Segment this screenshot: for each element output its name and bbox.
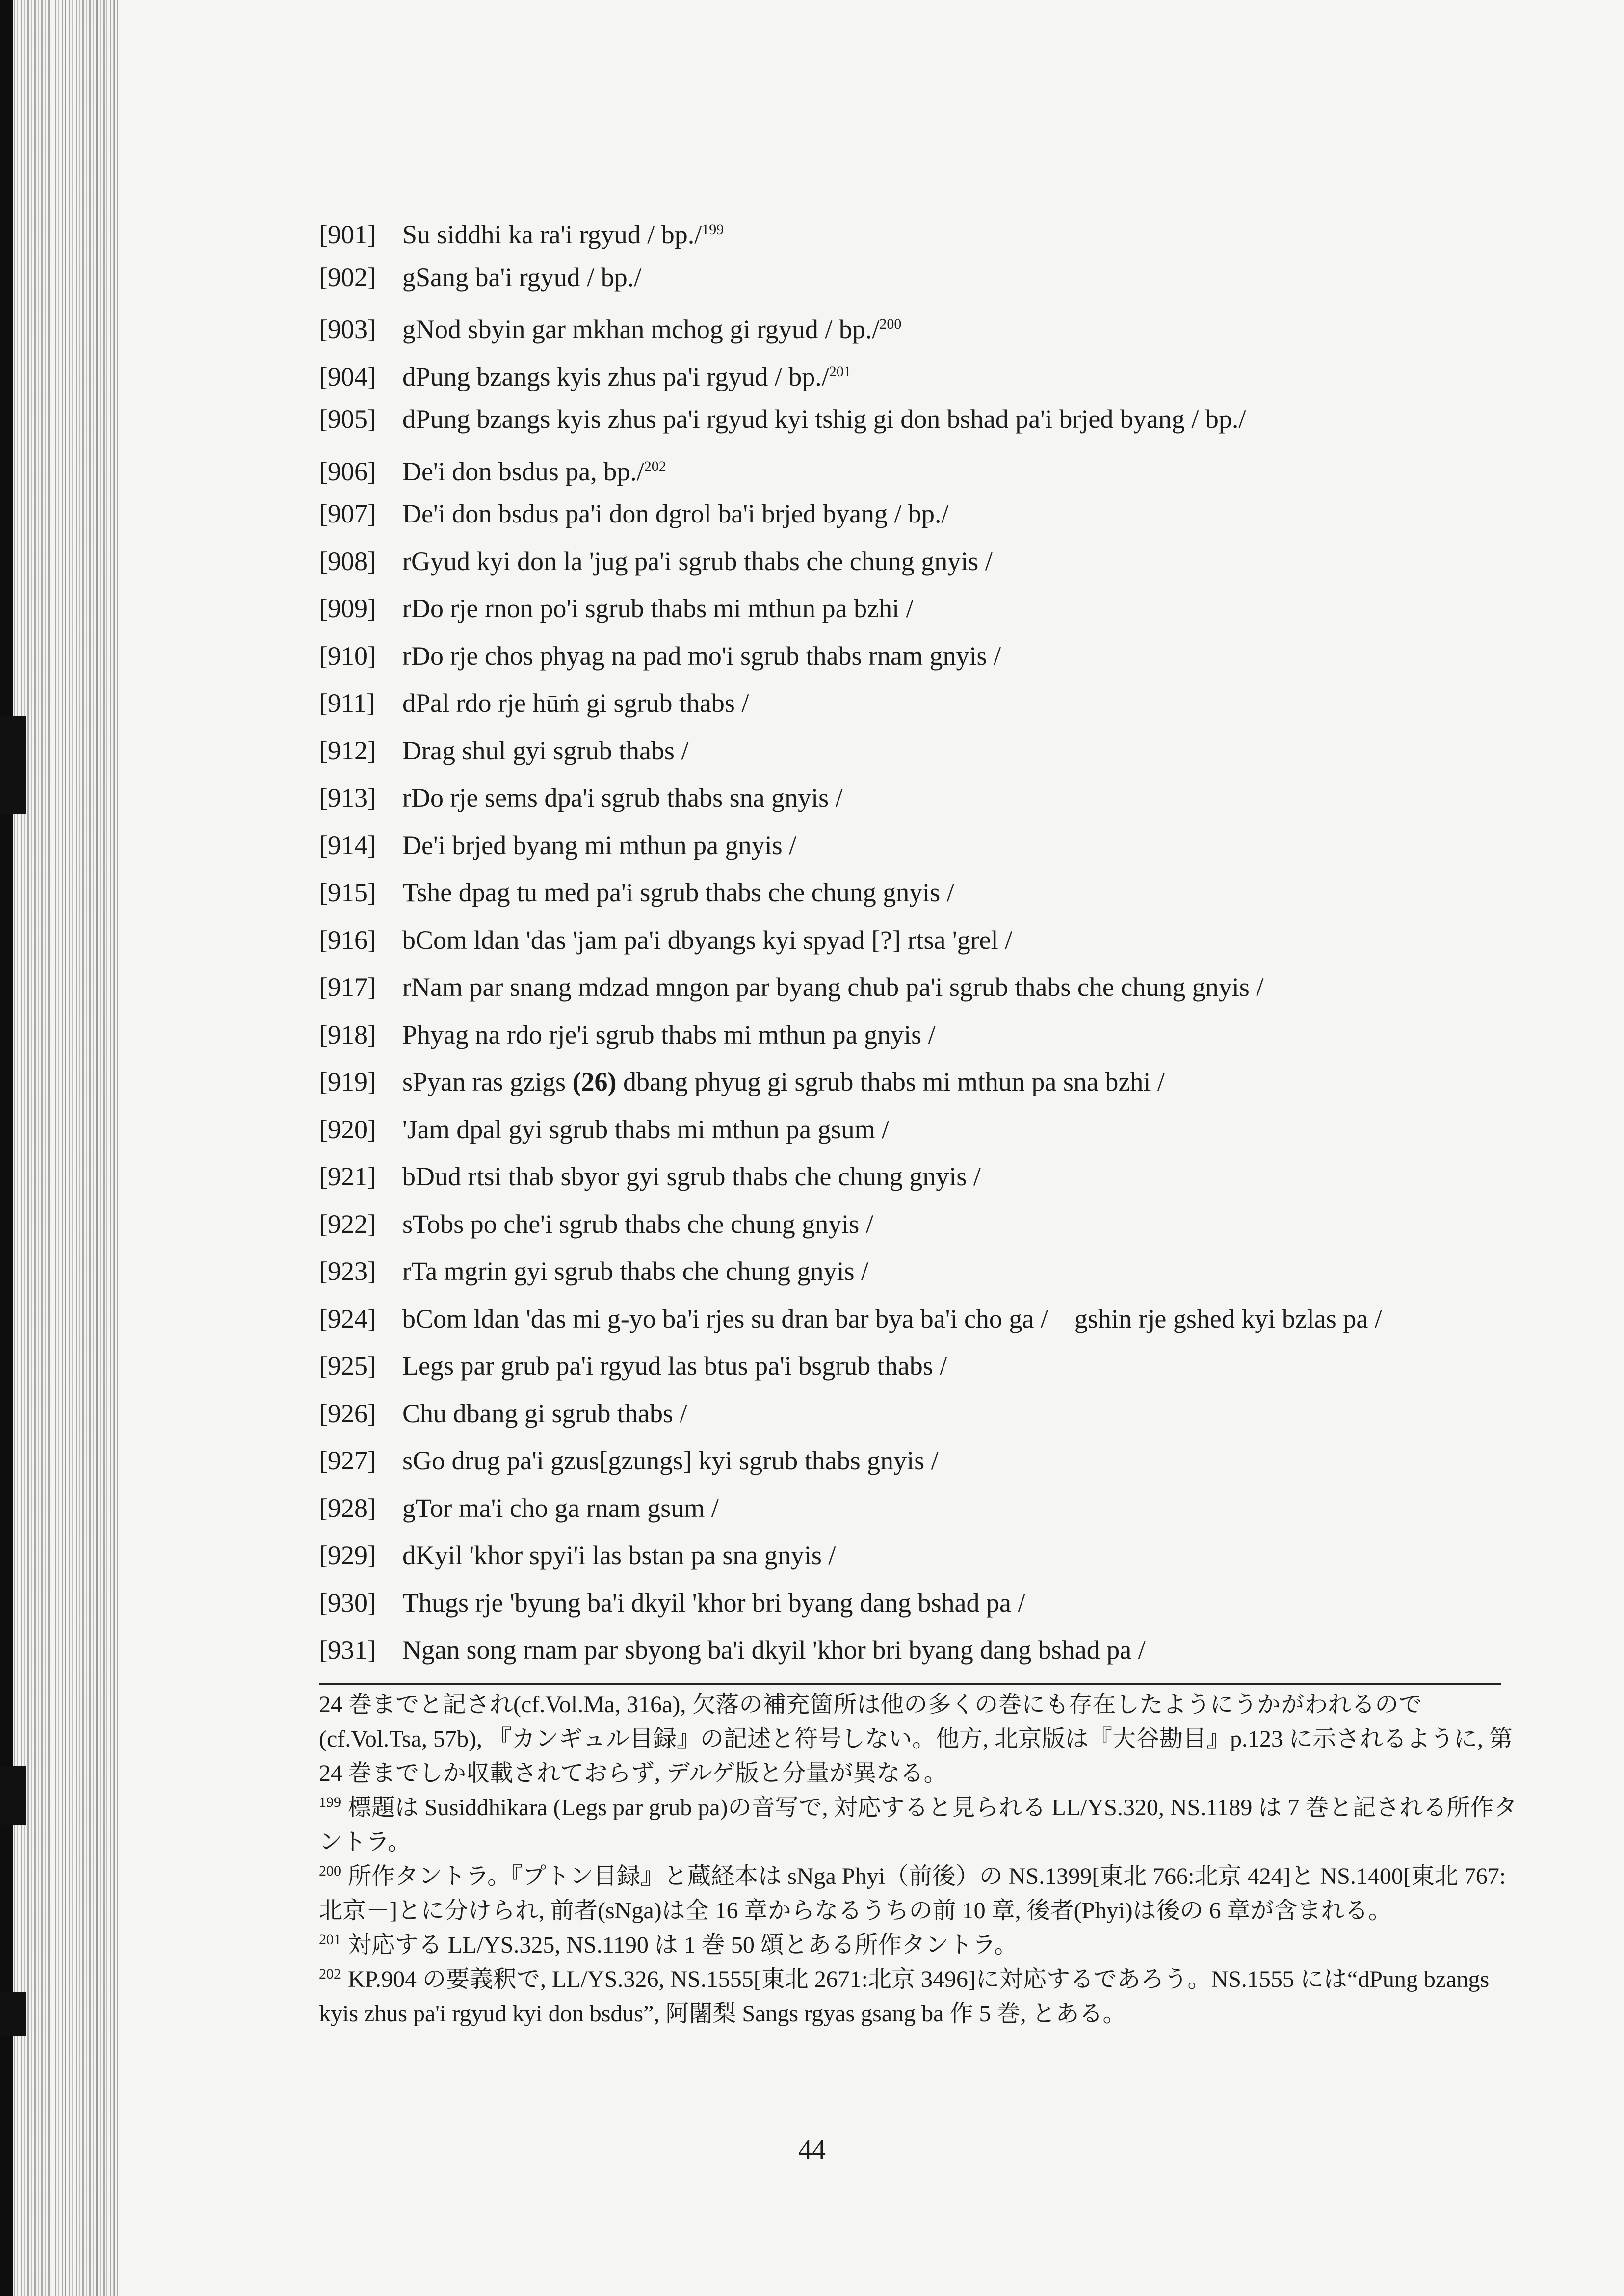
catalog-entry xyxy=(319,1011,1555,1059)
entry-number: [903] xyxy=(319,314,376,344)
entry-title xyxy=(402,641,1001,671)
footnote-number: 202 xyxy=(319,1966,341,1982)
catalog-entry xyxy=(319,1437,1555,1485)
entry-number: [912] xyxy=(319,735,376,765)
entry-title-text: bCom ldan 'das 'jam pa'i dbyangs kyi spyad [?] rtsa 'grel / xyxy=(402,925,1013,955)
entry-title-text: rDo rje sems dpa'i sgrub thabs sna gnyis / xyxy=(402,783,843,812)
footnote-marker: 202 xyxy=(644,458,666,474)
entry-number: [910] xyxy=(319,641,376,671)
entry-title-text: De'i don bsdus pa, bp./ xyxy=(402,456,644,486)
catalog-entry xyxy=(319,585,1555,632)
catalog-entry xyxy=(319,1342,1555,1390)
entry-title-text: Drag shul gyi sgrub thabs / xyxy=(402,735,689,765)
footnote-continuation: 24 巻までと記され(cf.Vol.Ma, 316a), 欠落の補充箇所は他の多くの巻にも存在したようにうかがわれるので(cf.Vol.Tsa, 57b), 『カンギュル目録』の記述と符号しない。他方, 北京版は『大谷勘目』p.123 に示されるように, 第 24 巻までしか収載されておらず, デルゲ版と分量が異なる。 xyxy=(319,1692,1513,1786)
catalog-entry xyxy=(319,395,1555,443)
entry-number: [917] xyxy=(319,972,376,1002)
entry-title-text: Thugs rje 'byung ba'i dkyil 'khor bri byang dang bshad pa / xyxy=(402,1588,1025,1618)
entry-number: [925] xyxy=(319,1351,376,1381)
catalog-entry xyxy=(319,254,1555,301)
entry-title-text: gSang ba'i rgyud / bp./ xyxy=(402,262,642,292)
catalog-entry xyxy=(319,869,1555,916)
entry-title-text: sTobs po che'i sgrub thabs che chung gnyis / xyxy=(402,1209,873,1239)
entry-title-text: Phyag na rdo rje'i sgrub thabs mi mthun pa gnyis / xyxy=(402,1019,936,1049)
catalog-entry xyxy=(319,1106,1555,1153)
footnote-list xyxy=(319,1791,1526,2031)
catalog-entry xyxy=(319,916,1555,964)
entry-title-text: Su siddhi ka ra'i rgyud / bp./ xyxy=(402,220,702,249)
entry-number: [920] xyxy=(319,1114,376,1144)
entry-title xyxy=(402,404,1246,434)
entry-title xyxy=(402,262,641,292)
entry-number: [924] xyxy=(319,1304,376,1333)
entry-number: [907] xyxy=(319,499,376,528)
entry-title xyxy=(402,736,688,765)
catalog-entry xyxy=(319,1579,1555,1627)
entry-number: [911] xyxy=(319,688,375,718)
entry-title xyxy=(402,594,914,623)
entry-number: [909] xyxy=(319,594,376,623)
entry-number: [926] xyxy=(319,1398,376,1428)
entry-title xyxy=(402,688,749,718)
scan-edge-shadow xyxy=(0,0,13,2296)
entry-number: [922] xyxy=(319,1209,376,1239)
entry-number: [918] xyxy=(319,1019,376,1049)
entry-title-text: 'Jam dpal gyi sgrub thabs mi mthun pa gsum / xyxy=(402,1114,890,1144)
entry-title-text: dPung bzangs kyis zhus pa'i rgyud kyi tshig gi don bshad pa'i brjed byang / bp./ xyxy=(402,404,1246,434)
entry-title-text: dPung bzangs kyis zhus pa'i rgyud / bp./ xyxy=(402,362,829,391)
entry-title xyxy=(402,314,901,344)
entry-title xyxy=(402,457,666,486)
catalog-entry xyxy=(319,443,1555,491)
entry-title xyxy=(402,1635,1146,1665)
catalog-entry xyxy=(319,490,1555,538)
catalog-entry xyxy=(319,1485,1555,1532)
footnote-marker: 201 xyxy=(829,363,851,380)
entry-number: [921] xyxy=(319,1162,376,1191)
entry-number: [902] xyxy=(319,262,376,292)
entry-title xyxy=(402,878,954,907)
catalog-entry xyxy=(319,822,1555,869)
entry-title-text: sGo drug pa'i gzus[gzungs] kyi sgrub thabs gnyis / xyxy=(402,1446,939,1475)
entry-title xyxy=(402,925,1012,955)
entry-title-text: De'i brjed byang mi mthun pa gnyis / xyxy=(402,830,797,860)
entry-number: [906] xyxy=(319,456,376,486)
entry-number: [916] xyxy=(319,925,376,955)
entry-title-part: dbang phyug gi sgrub thabs mi mthun pa sna bzhi / xyxy=(616,1067,1165,1096)
entry-number: [927] xyxy=(319,1446,376,1475)
entry-number: [919] xyxy=(319,1067,376,1096)
footnote xyxy=(319,1928,1526,1962)
catalog-entry xyxy=(319,1532,1555,1579)
catalog-entry xyxy=(319,538,1555,585)
catalog-entry xyxy=(319,301,1555,348)
entry-number: [905] xyxy=(319,404,376,434)
footnote-marker: 200 xyxy=(879,316,902,332)
entry-title-text: bDud rtsi thab sbyor gyi sgrub thabs che chung gnyis / xyxy=(402,1162,981,1191)
entry-number: [915] xyxy=(319,878,376,907)
entry-title-text: rNam par snang mdzad mngon par byang chub pa'i sgrub thabs che chung gnyis / xyxy=(402,972,1264,1002)
scan-edge-mark xyxy=(0,1992,26,2036)
entry-title-text: rGyud kyi don la 'jug pa'i sgrub thabs che chung gnyis / xyxy=(402,546,993,576)
catalog-entry xyxy=(319,1295,1555,1343)
entry-title-text: Legs par grub pa'i rgyud las btus pa'i bsgrub thabs / xyxy=(402,1351,947,1381)
entry-title xyxy=(402,1304,1382,1333)
entry-title-text: bCom ldan 'das mi g-yo ba'i rjes su dran bar bya ba'i cho ga / gshin rje gshed kyi bzlas pa / xyxy=(402,1304,1382,1333)
footnote xyxy=(319,1859,1526,1928)
entry-title xyxy=(402,1115,889,1144)
scan-line xyxy=(65,0,66,2296)
footnotes xyxy=(319,1688,1526,2031)
entry-title-text: gNod sbyin gar mkhan mchog gi rgyud / bp./ xyxy=(402,314,880,344)
catalog-entry xyxy=(319,679,1555,727)
catalog-entry xyxy=(319,1058,1555,1106)
entry-number: [904] xyxy=(319,362,376,391)
entry-title xyxy=(402,1067,1165,1096)
footnote xyxy=(319,1791,1526,1859)
entry-volume-number: (26) xyxy=(572,1067,617,1096)
entry-title xyxy=(402,1256,868,1286)
entry-title xyxy=(402,547,993,576)
scan-edge-mark xyxy=(0,716,26,814)
entry-title-text: rDo rje chos phyag na pad mo'i sgrub thabs rnam gnyis / xyxy=(402,641,1001,671)
page-number: 44 xyxy=(798,2135,826,2165)
scan-edge-mark xyxy=(0,1766,26,1825)
entry-title-text: rTa mgrin gyi sgrub thabs che chung gnyis / xyxy=(402,1256,869,1286)
footnote-text: 標題は Susiddhikara (Legs par grub pa)の音写で, 対応すると見られる LL/YS.320, NS.1189 は 7 巻と記される所作タントラ。 xyxy=(319,1795,1518,1855)
catalog-entry xyxy=(319,1153,1555,1200)
entry-list xyxy=(319,206,1555,1674)
entry-title-text: Tshe dpag tu med pa'i sgrub thabs che chung gnyis / xyxy=(402,878,954,907)
entry-title xyxy=(402,783,843,812)
entry-title xyxy=(402,1540,836,1570)
catalog-entry xyxy=(319,1200,1555,1248)
catalog-entry xyxy=(319,1390,1555,1437)
catalog-entry xyxy=(319,964,1555,1011)
catalog-entry xyxy=(319,774,1555,822)
footnote-text: 対応する LL/YS.325, NS.1190 は 1 巻 50 頌とある所作タントラ。 xyxy=(348,1932,1018,1958)
catalog-entry xyxy=(319,1626,1555,1674)
footnote-text: 所作タントラ。『プトン目録』と蔵経本は sNga Phyi（前後）の NS.1399[東北 766:北京 424]と NS.1400[東北 767:北京－]とに分けられ, 前者(sNga)は全 16 章からなるうちの前 10 章, 後者(Phyi)は後の 6 章が含まれる。 xyxy=(319,1863,1506,1924)
entry-title-text: Ngan song rnam par sbyong ba'i dkyil 'khor bri byang dang bshad pa / xyxy=(402,1635,1146,1665)
entry-title-text: gTor ma'i cho ga rnam gsum / xyxy=(402,1493,719,1523)
entry-title xyxy=(402,831,796,860)
scan-line xyxy=(96,0,98,2296)
entry-number: [908] xyxy=(319,546,376,576)
entry-title-text: De'i don bsdus pa'i don dgrol ba'i brjed byang / bp./ xyxy=(402,499,949,528)
entry-title xyxy=(402,499,949,528)
entry-number: [901] xyxy=(319,220,376,249)
entry-title xyxy=(402,1020,936,1049)
entry-number: [931] xyxy=(319,1635,376,1665)
entry-title-text: rDo rje rnon po'i sgrub thabs mi mthun pa bzhi / xyxy=(402,594,914,623)
footnote-text: KP.904 の要義釈で, LL/YS.326, NS.1555[東北 2671:北京 3496]に対応するであろう。NS.1555 には“dPung bzangs kyis zhus pa'i rgyud kyi don bsdus”, 阿闍梨 Sangs rgyas gsang ba 作 5 巻, とある。 xyxy=(319,1966,1490,2027)
footnote-number: 199 xyxy=(319,1794,341,1810)
entry-title xyxy=(402,1351,947,1381)
entry-title xyxy=(402,1446,939,1475)
catalog-entry xyxy=(319,348,1555,396)
entry-title xyxy=(402,972,1263,1002)
entry-title-text: dKyil 'khor spyi'i las bstan pa sna gnyis / xyxy=(402,1540,836,1570)
entry-number: [930] xyxy=(319,1588,376,1618)
entry-title-part: sPyan ras gzigs xyxy=(402,1067,573,1096)
entry-number: [914] xyxy=(319,830,376,860)
footnote-marker: 199 xyxy=(702,221,724,237)
entry-number: [929] xyxy=(319,1540,376,1570)
entry-title xyxy=(402,220,724,249)
entry-title xyxy=(402,1399,687,1428)
entry-title xyxy=(402,362,851,391)
footnote xyxy=(319,1962,1526,2031)
entry-number: [923] xyxy=(319,1256,376,1286)
entry-title xyxy=(402,1588,1025,1618)
entry-number: [913] xyxy=(319,783,376,812)
catalog-entry xyxy=(319,632,1555,680)
entry-number: [928] xyxy=(319,1493,376,1523)
catalog-entry xyxy=(319,206,1555,254)
footnote-number: 201 xyxy=(319,1931,341,1948)
entry-title xyxy=(402,1162,981,1191)
entry-title xyxy=(402,1209,873,1239)
footnote-number: 200 xyxy=(319,1863,341,1879)
catalog-entry xyxy=(319,727,1555,775)
scan-edge-artifact xyxy=(0,0,118,2296)
entry-title-text: dPal rdo rje hūṁ gi sgrub thabs / xyxy=(402,688,749,718)
entry-title xyxy=(402,1493,719,1523)
scan-line xyxy=(114,0,115,2296)
entry-title-text: Chu dbang gi sgrub thabs / xyxy=(402,1398,687,1428)
catalog-entry xyxy=(319,1248,1555,1295)
footnote-rule xyxy=(319,1683,1501,1685)
